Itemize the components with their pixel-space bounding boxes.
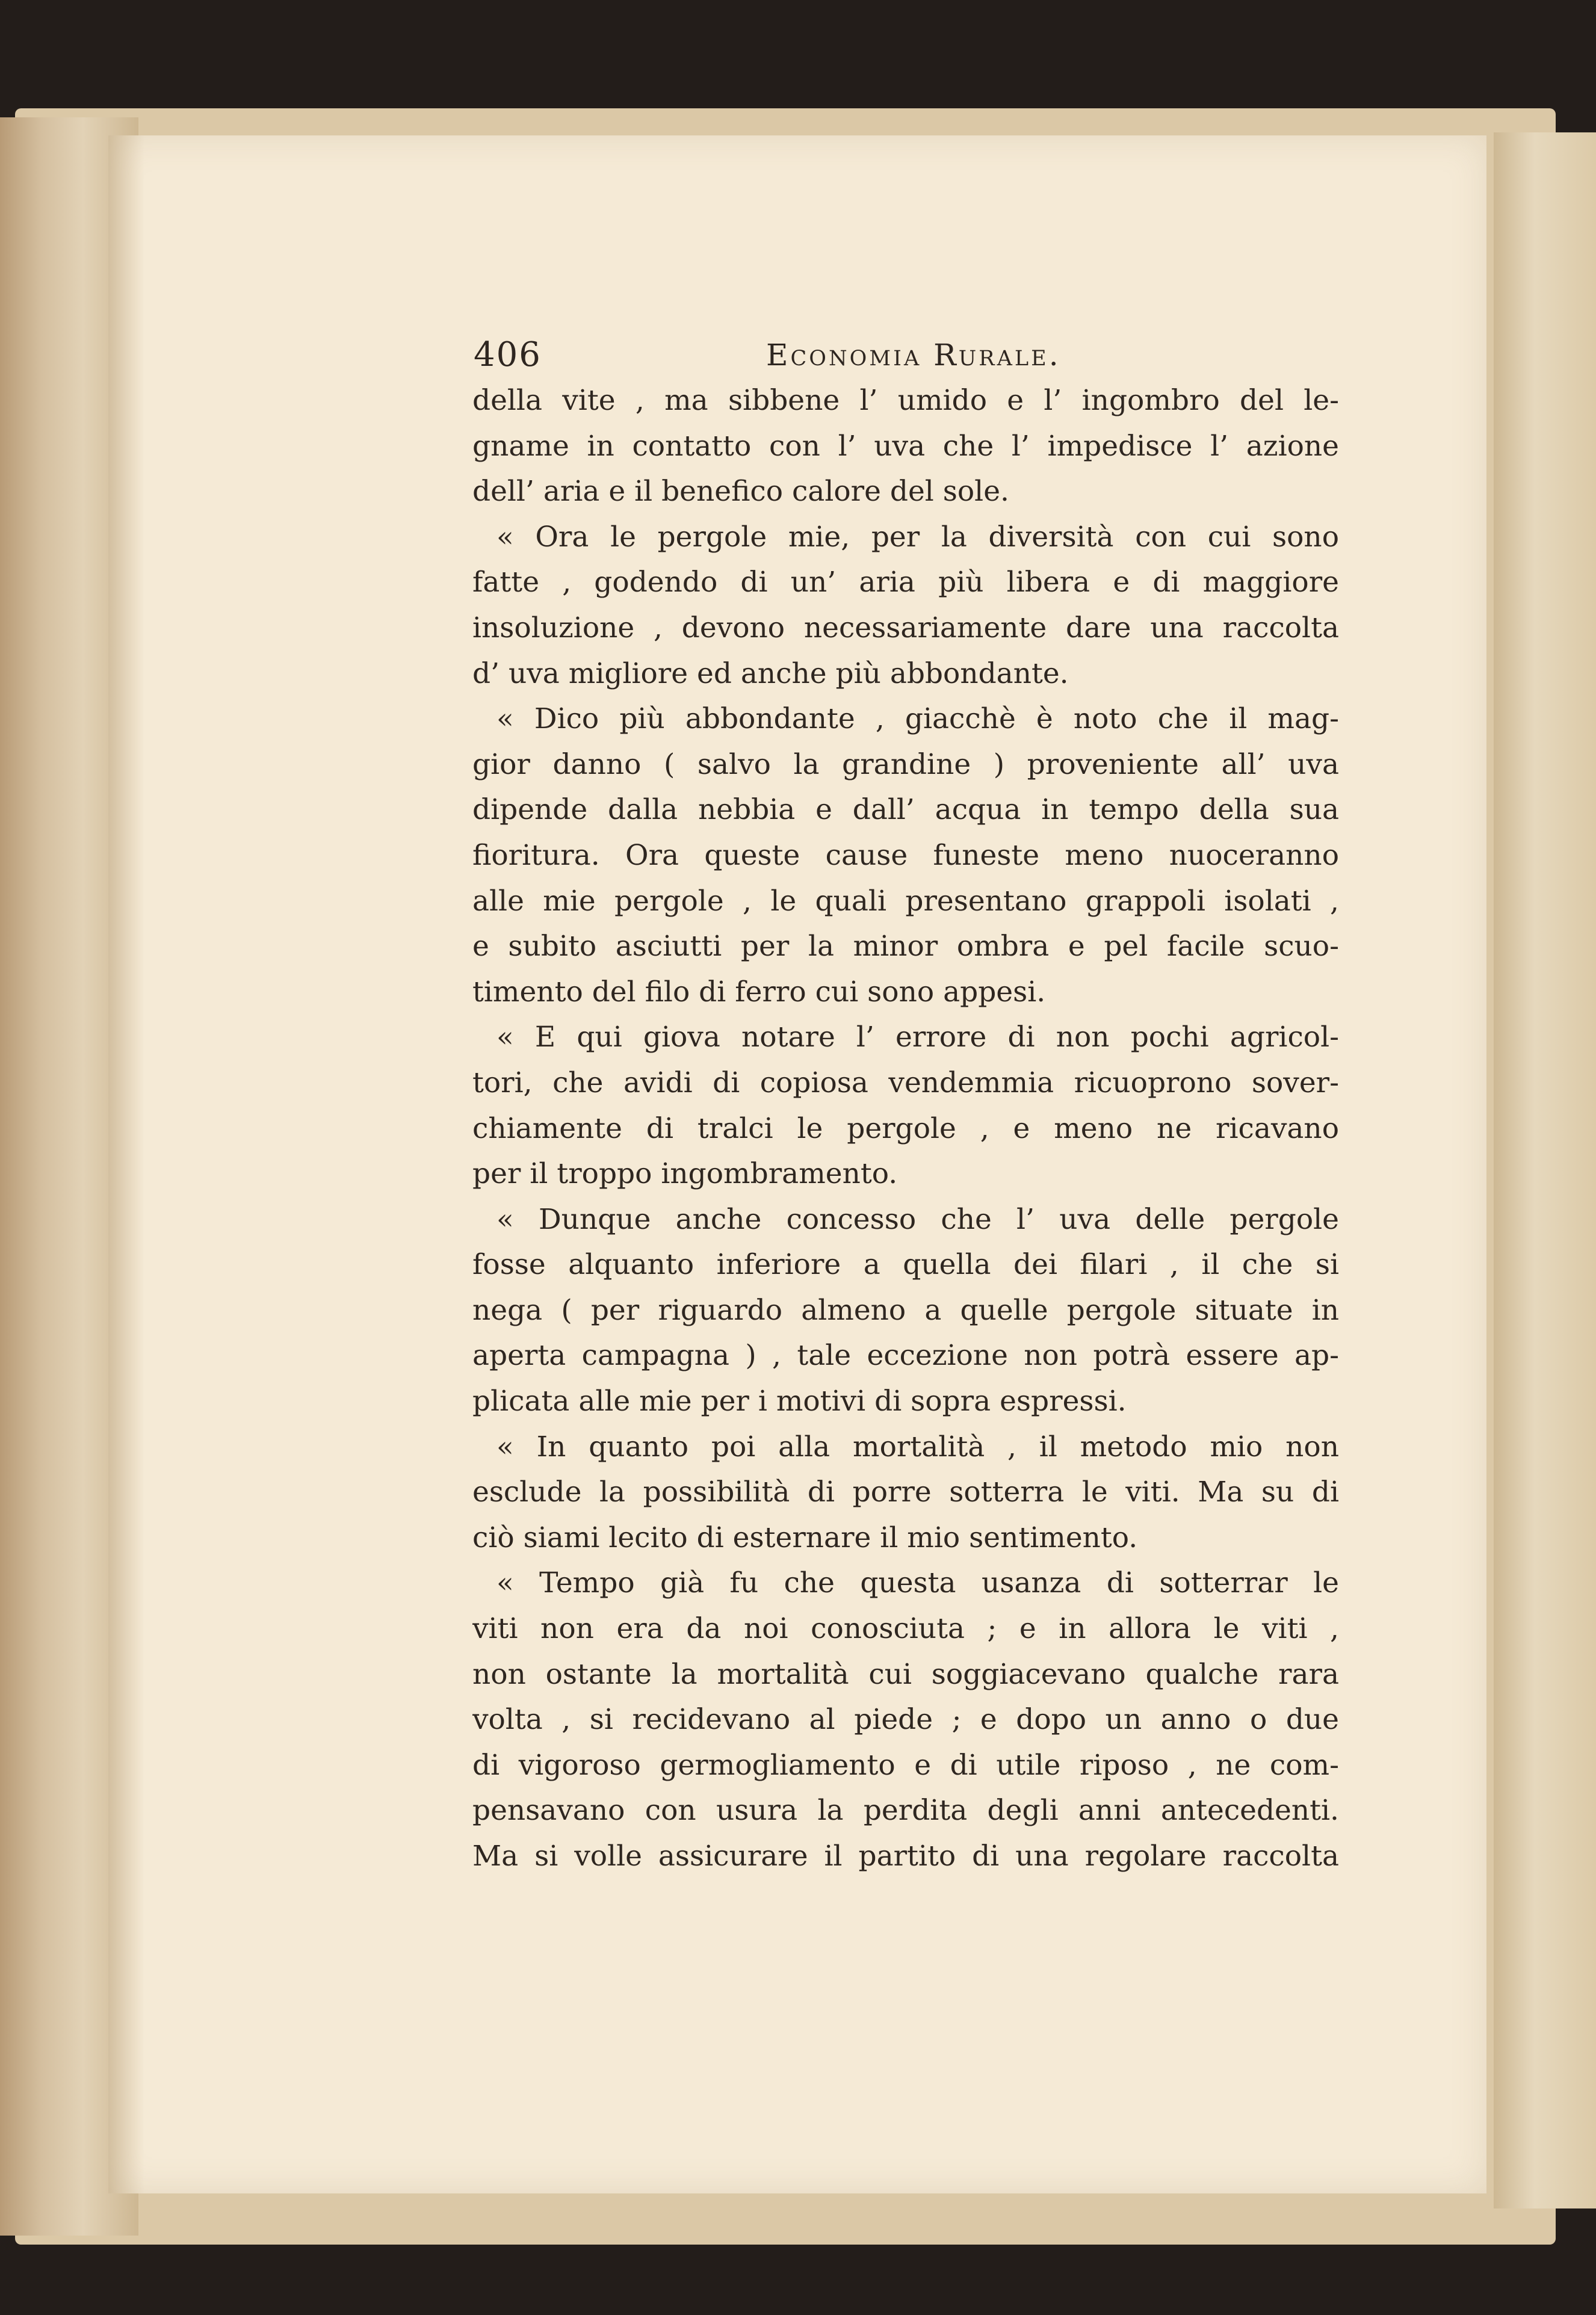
text-line: volta , si recidevano al piede ; e dopo un anno o due: [472, 1703, 1339, 1737]
text-line: esclude la possibilità di porre sotterra le viti. Ma su di: [472, 1476, 1339, 1509]
text-line: non ostante la mortalità cui soggiacevano qualche rara: [472, 1657, 1339, 1691]
text-line: « Tempo già fu che questa usanza di sotterrar le: [496, 1566, 1339, 1600]
text-block: [472, 332, 1339, 1879]
text-line: pensavano con usura la perdita degli anni antecedenti.: [472, 1794, 1339, 1828]
running-head: [472, 332, 1339, 378]
page-gutter-shadow: [108, 135, 144, 2193]
text-line: ciò siami lecito di esternare il mio sentimento.: [472, 1521, 1138, 1554]
text-line: fioritura. Ora queste cause funeste meno nuoceranno: [472, 838, 1339, 872]
text-line: dell’ aria e il benefico calore del sole.: [472, 475, 1009, 508]
text-line: « Ora le pergole mie, per la diversità con cui sono: [496, 520, 1339, 554]
text-line: gname in contatto con l’ uva che l’ impedisce l’ azione: [472, 429, 1339, 463]
text-line: plicata alle mie per i motivi di sopra espressi.: [472, 1385, 1127, 1418]
text-line: e subito asciutti per la minor ombra e pel facile scuo-: [472, 930, 1339, 963]
text-line: gior danno ( salvo la grandine ) proveniente all’ uva: [472, 747, 1339, 781]
body-text: [472, 378, 1339, 1879]
text-line: viti non era da noi conosciuta ; e in allora le viti ,: [472, 1612, 1339, 1646]
text-line: d’ uva migliore ed anche più abbondante.: [472, 657, 1069, 690]
text-line: della vite , ma sibbene l’ umido e l’ ingombro del le-: [472, 384, 1339, 417]
text-line: aperta campagna ) , tale eccezione non potrà essere ap-: [472, 1339, 1339, 1373]
text-line: insoluzione , devono necessariamente dare una raccolta: [472, 611, 1339, 644]
text-line: tori, che avidi di copiosa vendemmia ricuoprono sover-: [472, 1066, 1339, 1099]
text-line: « In quanto poi alla mortalità , il metodo mio non: [496, 1430, 1339, 1463]
facing-page-edge: [1494, 132, 1596, 2208]
text-line: « E qui giova notare l’ errore di non pochi agricol-: [496, 1021, 1339, 1054]
text-line: chiamente di tralci le pergole , e meno ne ricavano: [472, 1111, 1339, 1145]
text-line: « Dunque anche concesso che l’ uva delle pergole: [496, 1202, 1339, 1236]
text-line: fosse alquanto inferiore a quella dei filari , il che si: [472, 1248, 1339, 1282]
text-line: dipende dalla nebbia e dall’ acqua in tempo della sua: [472, 793, 1339, 827]
text-line: nega ( per riguardo almeno a quelle pergole situate in: [472, 1293, 1339, 1327]
text-line: alle mie pergole , le quali presentano grappoli isolati ,: [472, 884, 1339, 918]
text-line: fatte , godendo di un’ aria più libera e di maggiore: [472, 566, 1339, 599]
page-number: 406: [474, 335, 542, 374]
text-line: di vigoroso germogliamento e di utile riposo , ne com-: [472, 1748, 1339, 1782]
running-title: Economia Rurale.: [766, 338, 1061, 372]
text-line: per il troppo ingombramento.: [472, 1157, 898, 1191]
text-line: Ma si volle assicurare il partito di una regolare raccolta: [472, 1840, 1339, 1873]
text-line: timento del filo di ferro cui sono appesi.: [472, 975, 1046, 1009]
text-line: « Dico più abbondante , giacchè è noto che il mag-: [496, 702, 1339, 736]
